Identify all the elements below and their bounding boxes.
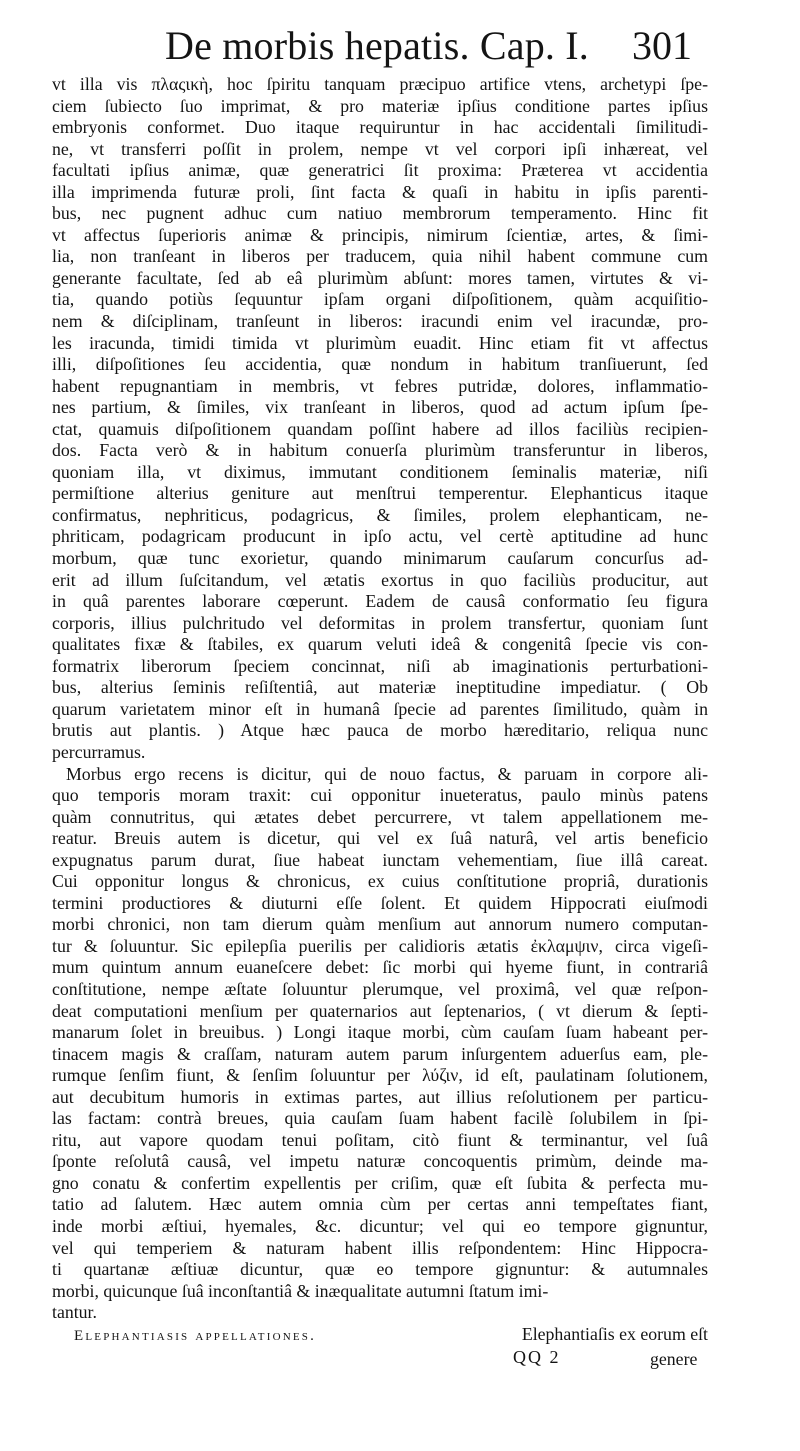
text-line: habent repugnantiam in membris, vt febres putridæ, dolores, inflammatio-	[52, 375, 708, 396]
section-heading-line	[74, 1323, 708, 1347]
text-line: tatio ad ſalutem. Hæc autem omnia cùm per certas anni tempeſtates fiant,	[52, 1194, 708, 1215]
text-line: quàm connutritus, qui ætates debet percurrere, vt talem appellationem me-	[52, 806, 708, 827]
text-line: les iracunda, timidi timida vt plurimùm euadit. Hinc etiam fit vt affectus	[52, 332, 708, 353]
text-line: vel qui temperiem & naturam habent illis reſpondentem: Hinc Hippocra-	[52, 1237, 708, 1258]
page-footer	[0, 1345, 800, 1385]
text-line: corporis, illius pulchritudo vel deformitas in prolem transfertur, quoniam ſunt	[52, 612, 708, 633]
text-line: facultati ipſius animæ, quæ generatrici ſit proxima: Præterea vt accidentia	[52, 160, 708, 181]
text-line: termini productiores & diuturni eſſe ſolent. Et quidem Hippocrati eiuſmodi	[52, 892, 708, 913]
text-line: las factam: contrà breues, quia cauſam ſuam habent facilè ſolubilem in ſpi-	[52, 1108, 708, 1129]
text-line: tinacem magis & craſſam, naturam autem parum inſurgentem aduerſus eam, ple-	[52, 1043, 708, 1064]
text-line: phriticam, podagricam producunt in ipſo actu, vel certè aptitudine ad hunc	[52, 526, 708, 547]
text-line: tia, quando potiùs ſequuntur ipſam organi diſpoſitionem, quàm acquiſitio-	[52, 289, 708, 310]
text-line: in quâ parentes laborare cœperunt. Eadem de causâ conformatio ſeu figura	[52, 591, 708, 612]
text-line: morbum, quæ tunc exorietur, quando minimarum cauſarum concurſus ad-	[52, 548, 708, 569]
text-line: deat computationi menſium per quaternarios aut ſeptenarios, ( vt dierum & ſepti-	[52, 1000, 708, 1021]
section-text: Elephantiaſis ex eorum eſt	[521, 1324, 708, 1344]
text-line: bus, nec pugnent adhuc cum natiuo membrorum temperamento. Hinc fit	[52, 203, 708, 224]
text-line: ritu, aut vapore quodam tenui poſitam, citò fiunt & terminantur, vel ſuâ	[52, 1129, 708, 1150]
text-line: erit ad illum ſuſcitandum, vel ætatis exortus in quo faciliùs producitur, aut	[52, 569, 708, 590]
text-line: generante facultate, ſed ab eâ plurimùm abſunt: mores tamen, virtutes & vi-	[52, 267, 708, 288]
text-line: brutis aut plantis. ) Atque hæc pauca de morbo hæreditario, reliqua nunc	[52, 720, 708, 741]
text-line: tantur.	[52, 1302, 97, 1323]
text-line: tur & ſoluuntur. Sic epilepſia puerilis per calidioris ætatis ἐκλαμψιν, circa vigeſi-	[52, 935, 708, 956]
page-header	[0, 10, 800, 70]
text-line: inde morbi æſtiui, hyemales, &c. dicuntur; vel qui eo tempore gignuntur,	[52, 1215, 708, 1236]
text-line: formatrix liberorum ſpeciem concinnat, niſi ab imaginationis perturbationi-	[52, 655, 708, 676]
text-line: gno conatu & confertim expellentis per criſim, quæ eſt ſubita & perfecta mu-	[52, 1172, 708, 1193]
running-title: De morbis hepatis. Cap. I.	[165, 23, 590, 68]
text-line: rumque ſenſim fiunt, & ſenſim ſoluuntur per λύζιν, id eſt, paulatinam ſolutionem,	[52, 1065, 708, 1086]
text-line: illi, diſpoſitiones ſeu accidentia, quæ nondum in habitum tranſiuerunt, ſed	[52, 354, 708, 375]
text-line: ciem ſubiecto ſuo imprimat, & pro materiæ ipſius conditione partes ipſius	[52, 95, 708, 116]
text-line: Morbus ergo recens is dicitur, qui de nouo factus, & paruam in corpore ali-	[66, 763, 708, 784]
text-line: aut decubitum humoris in extimas partes, aut illius reſolutionem per particu-	[52, 1086, 708, 1107]
text-line: reatur. Breuis autem is dicetur, qui vel ex ſuâ naturâ, vel artis beneficio	[52, 828, 708, 849]
text-line: manarum ſolet in breuibus. ) Longi itaque morbi, cùm cauſam ſuam habeant per-	[52, 1022, 708, 1043]
text-line: expugnatus parum durat, ſiue habeat iunctam vehementiam, ſiue illâ careat.	[52, 849, 708, 870]
text-line: percurramus.	[52, 741, 146, 762]
text-line: morbi chronici, non tam dierum quàm menſium aut annorum numero computan-	[52, 914, 708, 935]
text-line: quoniam illa, vt diximus, immutant conditionem ſeminalis materiæ, niſi	[52, 461, 708, 482]
text-line: vt illa vis πλαςικὴ, hoc ſpiritu tanquam præcipuo artifice vtens, archetypi ſpe-	[52, 74, 708, 94]
text-line: quarum varietatem minor eſt in humanâ ſpecie ad parentes ſimilitudo, quàm in	[52, 698, 708, 719]
text-line: vt affectus ſuperioris animæ & principis, nimirum ſcientiæ, artes, & ſimi-	[52, 224, 708, 245]
text-line: permiſtione alterius geniture aut menſtrui temperentur. Elephanticus itaque	[52, 483, 708, 504]
text-line: conſtitutione, nempe æſtate ſoluuntur plerumque, vel proximâ, vel quæ reſpon-	[52, 978, 708, 999]
text-line: morbi, quicunque ſuâ inconſtantiâ & inæqualitate autumni ſtatum imi-	[52, 1280, 549, 1301]
body-text	[52, 74, 708, 1324]
catchword: genere	[650, 1349, 698, 1369]
text-line: dos. Facta verò & in habitum conuerſa plurimùm transferuntur in liberos,	[52, 440, 708, 461]
text-line: nes partium, & ſimiles, vix tranſeant in liberos, quod ad actum ipſum ſpe-	[52, 397, 708, 418]
text-line: ne, vt transferri poſſit in prolem, nempe vt vel corpori ipſi inhæreat, vel	[52, 138, 708, 159]
text-line: mum quintum annum euaneſcere debet: ſic morbi qui hyeme fiunt, in contrariâ	[52, 957, 708, 978]
section-label: Elephantiasis appellationes.	[74, 1328, 317, 1344]
text-line: nem & diſciplinam, tranſeunt in liberos: iracundi enim vel iracundæ, pro-	[52, 311, 708, 332]
text-line: qualitates fixæ & ſtabiles, ex quarum veluti ideâ & congenitâ ſpecie vis con-	[52, 634, 708, 655]
text-line: embryonis conformet. Duo itaque requiruntur in hac accidentali ſimilitudi-	[52, 117, 708, 138]
text-line: Cui opponitur longus & chronicus, ex cuius conſtitutione propriâ, durationis	[52, 871, 708, 892]
text-line: ſponte reſolutâ causâ, vel impetu naturæ concoquentis primùm, deinde ma-	[52, 1151, 708, 1172]
text-line: illa imprimenda futuræ proli, ſint facta & quaſi in habitu in ipſis parenti-	[52, 181, 708, 202]
text-line: quo temporis moram traxit: cui opponitur inueteratus, paulo minùs patens	[52, 785, 708, 806]
signature-mark: QQ 2	[513, 1347, 561, 1367]
text-line: confirmatus, nephriticus, podagricus, & ſimiles, prolem elephanticam, ne-	[52, 504, 708, 525]
text-line: ti quartanæ æſtiuæ dicuntur, quæ eo tempore gignuntur: & autumnales	[52, 1259, 708, 1280]
text-line: bus, alterius ſeminis reſiſtentiâ, aut materiæ ineptitudine impediatur. ( Ob	[52, 677, 708, 698]
page-number: 301	[632, 23, 692, 68]
text-line: lia, non tranſeant in liberos per traducem, quia nihil habent commune cum	[52, 246, 708, 267]
text-line: ctat, quamuis diſpoſitionem quandam poſſint habere ad illos faciliùs recipien-	[52, 418, 708, 439]
